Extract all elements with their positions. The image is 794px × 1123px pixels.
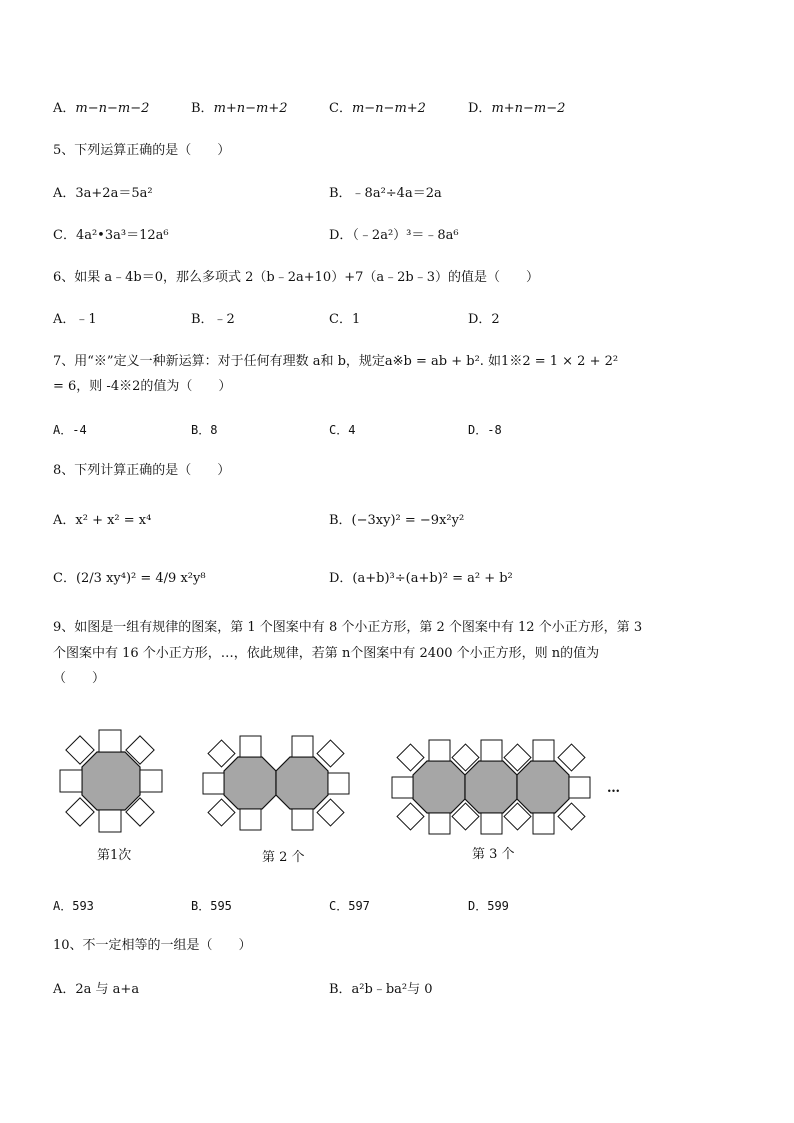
q9-option-d: D．599 bbox=[468, 899, 509, 913]
q8-option-b: B．(−3xy)² = −9x²y² bbox=[329, 513, 465, 528]
q7-option-b: B．8 bbox=[191, 423, 218, 437]
pattern-3-caption: 第 3 个 bbox=[472, 847, 515, 862]
q6-option-b: B．﹣2 bbox=[191, 312, 235, 327]
pattern-ellipsis: … bbox=[607, 781, 620, 796]
q4-option-d: D．m+n−m−2 bbox=[468, 101, 566, 116]
pattern-2 bbox=[203, 736, 349, 830]
pattern-1 bbox=[60, 730, 162, 832]
q4-option-b: B．m+n−m+2 bbox=[191, 101, 288, 116]
q9-stem-line2: 个图案中有 16 个小正方形，…，依此规律，若第 n个图案中有 2400 个小正方形，则 n的值为 bbox=[53, 646, 600, 661]
q10-option-a: A．2a 与 a+a bbox=[53, 982, 140, 997]
q7-option-c: C．4 bbox=[329, 423, 356, 437]
q5-option-d: D．（﹣2a²）³＝﹣8a⁶ bbox=[329, 228, 459, 243]
q6-option-d: D．2 bbox=[468, 312, 500, 327]
q6-stem: 6、如果 a﹣4b＝0，那么多项式 2（b﹣2a+10）+7（a﹣2b﹣3）的值是（ ） bbox=[53, 270, 539, 285]
q4-option-a: A．m−n−m−2 bbox=[53, 101, 150, 116]
q6-option-a: A．﹣1 bbox=[53, 312, 97, 327]
q4-option-c: C．m−n−m+2 bbox=[329, 101, 426, 116]
q8-option-c: C．(2/3 xy⁴)² = 4/9 x²y⁸ bbox=[53, 571, 206, 586]
q5-option-b: B．﹣8a²÷4a＝2a bbox=[329, 186, 442, 201]
pattern-2-caption: 第 2 个 bbox=[262, 850, 305, 865]
q8-stem: 8、下列计算正确的是（ ） bbox=[53, 463, 231, 478]
q7-stem-line1: 7、用“※”定义一种新运算：对于任何有理数 a和 b，规定a※b = ab + b². 如1※2 = 1 × 2 + 2² bbox=[53, 354, 619, 369]
q9-option-b: B．595 bbox=[191, 899, 232, 913]
q5-option-c: C．4a²•3a³＝12a⁶ bbox=[53, 228, 169, 243]
q8-option-d: D．(a+b)³÷(a+b)² = a² + b² bbox=[329, 571, 513, 586]
q6-option-c: C．1 bbox=[329, 312, 361, 327]
q7-option-d: D．-8 bbox=[468, 423, 502, 437]
pattern-1-caption: 第1次 bbox=[97, 848, 132, 863]
q10-option-b: B．a²b﹣ba²与 0 bbox=[329, 982, 433, 997]
q5-stem: 5、下列运算正确的是（ ） bbox=[53, 143, 231, 158]
pattern-3 bbox=[392, 740, 590, 834]
q5-option-a: A．3a+2a＝5a² bbox=[53, 186, 153, 201]
q9-stem-line1: 9、如图是一组有规律的图案，第 1 个图案中有 8 个小正方形，第 2 个图案中有 12 个小正方形，第 3 bbox=[53, 620, 643, 635]
q9-stem-line3: （ ） bbox=[53, 671, 106, 686]
q8-option-a: A．x² + x² = x⁴ bbox=[53, 513, 152, 528]
q7-option-a: A．-4 bbox=[53, 423, 87, 437]
q10-stem: 10、不一定相等的一组是（ ） bbox=[53, 938, 252, 953]
q7-stem-line2: = 6，则 -4※2的值为（ ） bbox=[53, 379, 232, 394]
q9-option-c: C．597 bbox=[329, 899, 370, 913]
q9-option-a: A．593 bbox=[53, 899, 94, 913]
